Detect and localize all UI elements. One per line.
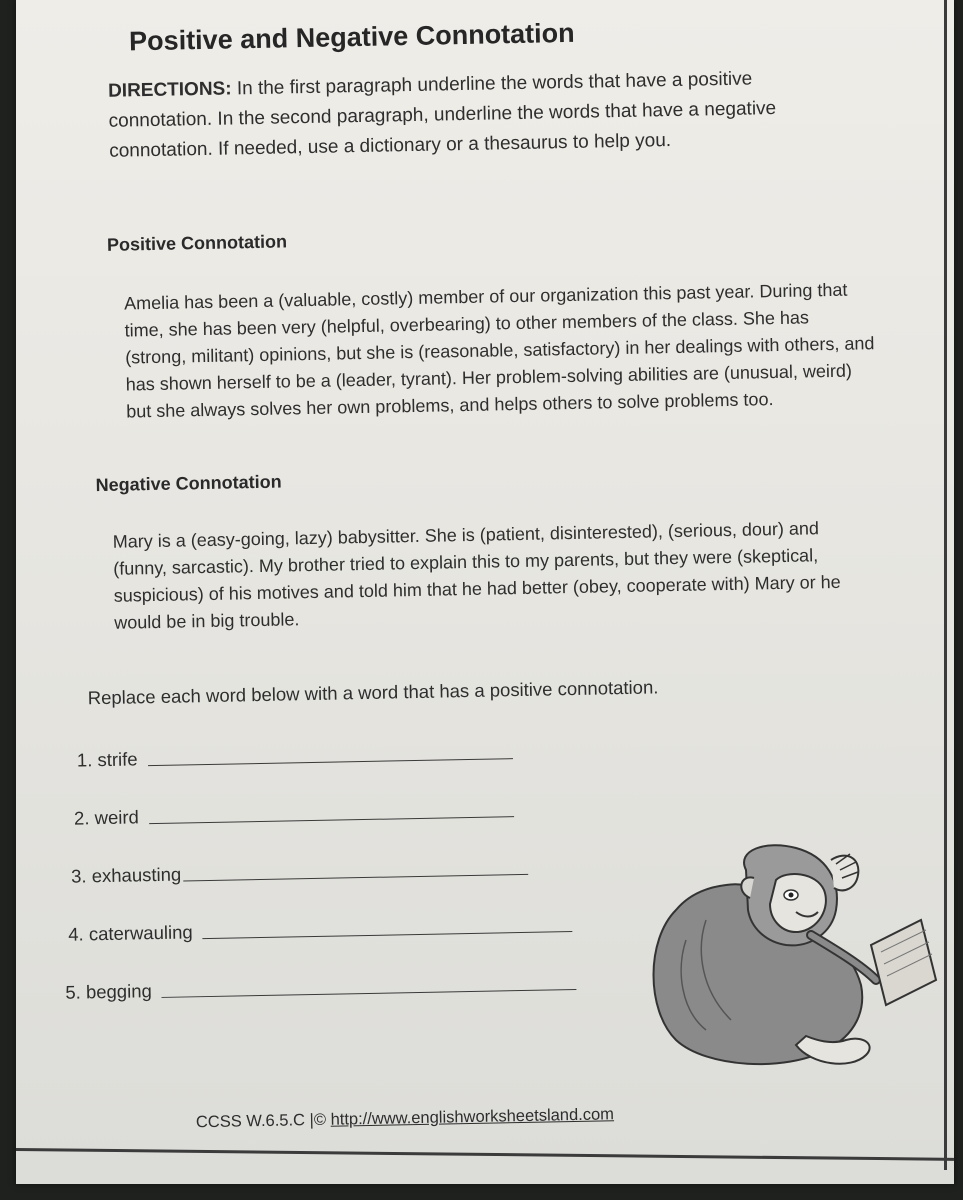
item-label: 3. exhausting (70, 863, 182, 887)
item-label: 1. strife (76, 748, 138, 771)
worksheet-page (16, 0, 954, 1184)
positive-paragraph: Amelia has been a (valuable, costly) member of our organization this past year. During that time, she has been very (helpful, overbearing) to other members of the class. She has (strong, militant) opinions, but she is (reasonable, satisfactory) in her dealings with others, and has shown herself to be a (leader, tyrant). Her problem-solving abilities are (unusual, weird) but she always solves her own problems, and helps others to solve problems too. (123, 279, 875, 422)
replace-instruction: Replace each word below with a word that has a positive connotation. (87, 676, 659, 709)
footer-code: CCSS W.6.5.C |© (195, 1110, 327, 1132)
directions (108, 63, 830, 167)
footer (196, 1105, 614, 1132)
answer-blank[interactable] (183, 873, 528, 882)
directions-text: In the first paragraph underline the words that have a positive connotation. In the second paragraph, underline the words that have a negative connotation. If needed, use a dictionary or a thesaurus to help you. (108, 68, 777, 162)
answer-blank[interactable] (149, 815, 514, 824)
monkey-reading-book-icon (636, 840, 946, 1080)
negative-heading: Negative Connotation (95, 471, 282, 496)
worksheet-title: Positive and Negative Connotation (128, 17, 575, 57)
directions-label: DIRECTIONS: (107, 78, 232, 102)
positive-heading: Positive Connotation (106, 231, 288, 255)
item-label: 5. begging (65, 980, 152, 1003)
footer-link[interactable]: http://www.englishworksheetsland.com (330, 1105, 615, 1129)
answer-blank[interactable] (203, 930, 573, 939)
item-label: 4. caterwauling (68, 921, 193, 945)
list-item (71, 857, 528, 888)
item-label: 2. weird (73, 806, 140, 829)
answer-blank[interactable] (162, 988, 577, 998)
answer-blank[interactable] (148, 757, 513, 766)
list-item (74, 799, 514, 829)
list-item (77, 741, 513, 771)
negative-paragraph: Mary is a (easy-going, lazy) babysitter. She is (patient, disinterested), (serious, dour) and (funny, sarcastic). My brother tried to explain this to my parents, but they were (skeptical, suspicious) of his motives and told him that he had better (obey, cooperate with) Mary or he would be in big trouble. (112, 518, 841, 633)
list-item (68, 914, 573, 946)
list-item (65, 972, 577, 1004)
